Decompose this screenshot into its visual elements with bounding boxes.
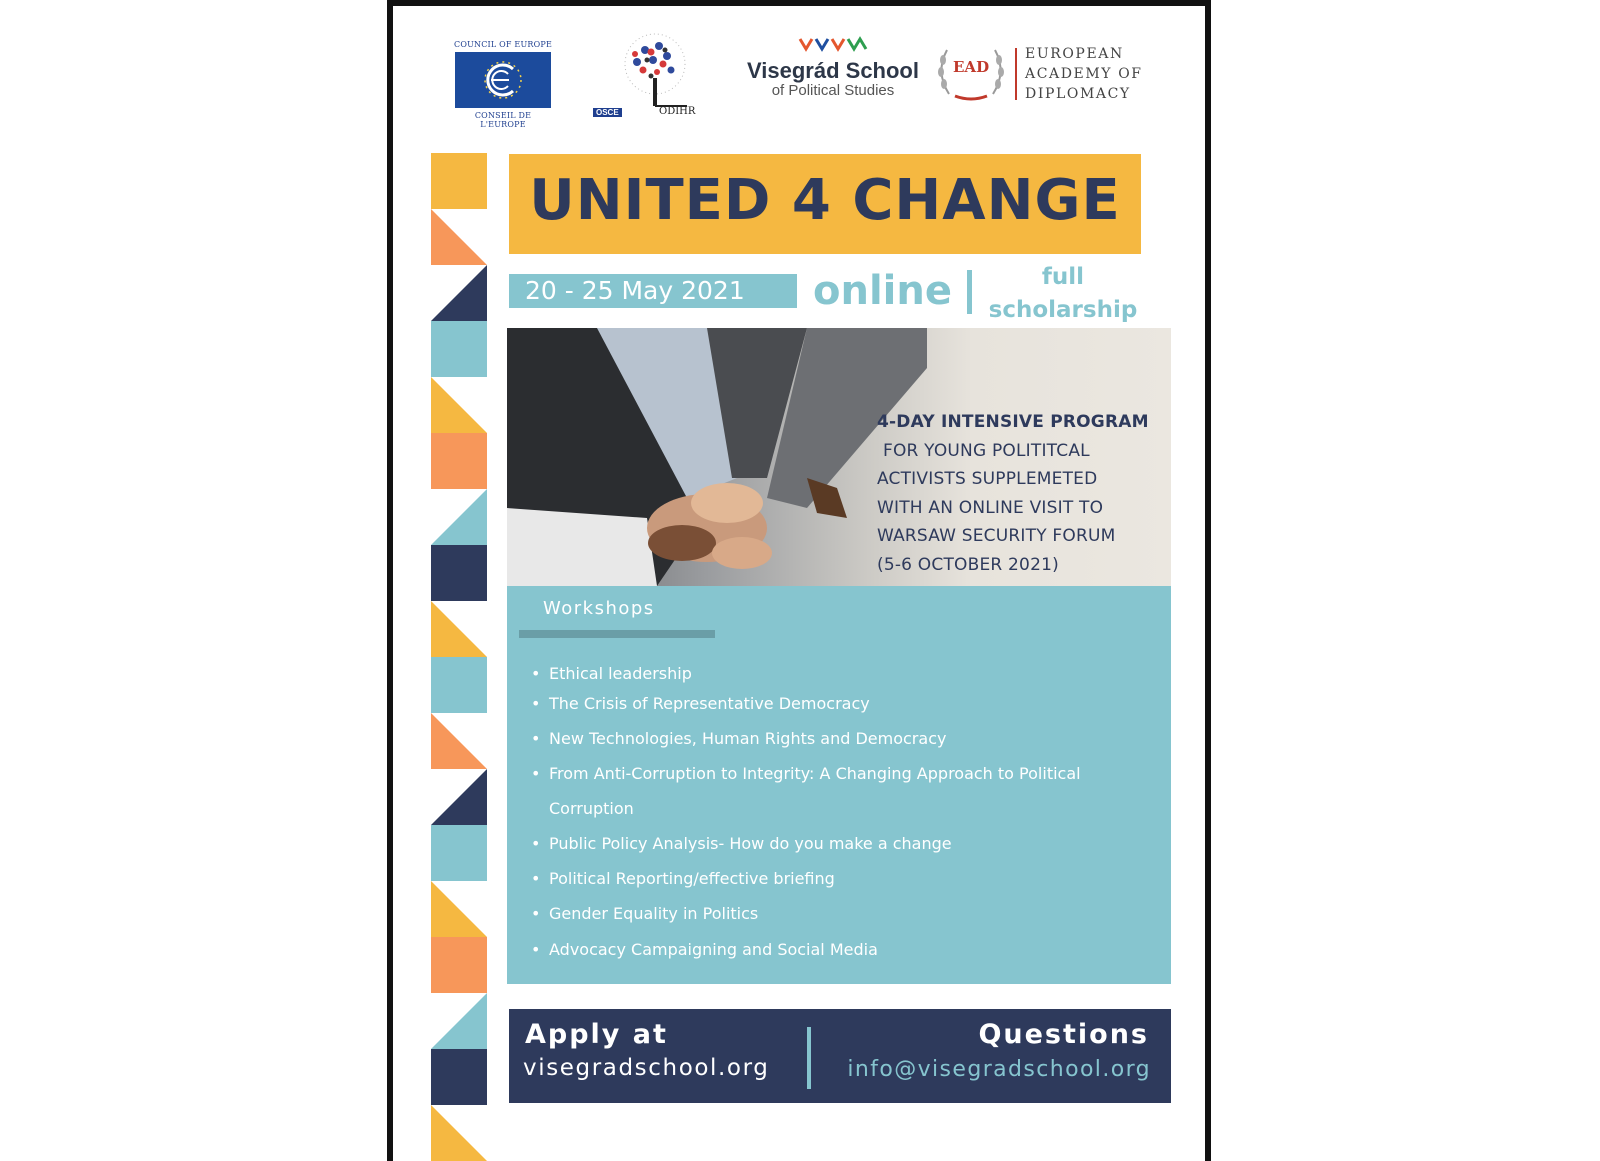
coe-logo-bottom-text: CONSEIL DE L'EUROPE	[474, 111, 532, 129]
hands-illustration	[507, 328, 927, 586]
ead-name-line3: DIPLOMACY	[1025, 86, 1131, 102]
program-description	[877, 408, 1167, 579]
odihr-logo	[593, 30, 711, 126]
program-line2: FOR YOUNG POLITITCAL	[883, 440, 1090, 461]
tree-icon	[607, 30, 703, 110]
poster	[387, 0, 1211, 1161]
visegrad-school-subtitle: of Political Studies	[771, 82, 895, 99]
workshops-panel	[507, 586, 1171, 984]
coe-emblem-icon	[455, 52, 551, 108]
program-lead: 4-DAY INTENSIVE PROGRAM	[877, 412, 1149, 432]
osce-label: OSCE	[593, 108, 622, 117]
scholarship-line2: scholarship	[988, 297, 1138, 323]
odihr-label: ODIHR	[659, 106, 696, 117]
program-line3: ACTIVISTS SUPPLEMETED	[877, 469, 1098, 489]
event-dates: 20 - 25 May 2021	[525, 276, 745, 305]
workshop-item: • Advocacy Campaigning and Social Media	[531, 932, 1151, 967]
ead-name-line1: EUROPEAN	[1025, 46, 1124, 62]
ead-name-line2: ACADEMY OF	[1025, 66, 1143, 82]
workshop-item: • From Anti-Corruption to Integrity: A Changing Approach to Political Corruption	[531, 756, 1151, 826]
footer-divider	[807, 1027, 811, 1089]
scholarship-line1: full	[1041, 264, 1085, 290]
workshop-item: • Public Policy Analysis- How do you make a change	[531, 826, 1151, 861]
hands-together-photo	[507, 328, 1171, 586]
contact-footer	[509, 1009, 1171, 1103]
event-format: online	[813, 268, 952, 314]
ead-logo	[931, 42, 1161, 112]
visegrad-school-logo	[738, 36, 928, 99]
coe-logo-top-text: COUNCIL OF EUROPE	[454, 40, 552, 49]
workshops-heading: Workshops	[543, 598, 655, 619]
workshop-item: • Gender Equality in Politics	[531, 896, 1151, 931]
workshop-item: • Political Reporting/effective briefing	[531, 861, 1151, 896]
title-banner	[509, 154, 1141, 254]
questions-label: Questions	[978, 1019, 1149, 1050]
council-of-europe-logo	[453, 40, 553, 129]
visegrad-school-title: Visegrád School	[747, 58, 919, 83]
workshops-underline	[519, 630, 715, 638]
zigzag-icon	[798, 36, 868, 52]
workshop-item: • Ethical leadership	[531, 656, 1151, 691]
apply-link[interactable]: visegradschool.org	[523, 1055, 770, 1081]
workshop-item: • The Crisis of Representative Democracy	[531, 686, 1151, 721]
program-line5: WARSAW SECURITY FORUM	[877, 526, 1116, 546]
questions-email-link[interactable]: info@visegradschool.org	[847, 1057, 1151, 1082]
format-divider	[967, 270, 972, 314]
program-line4: WITH AN ONLINE VISIT TO	[877, 497, 1104, 518]
poster-title: UNITED 4 CHANGE	[529, 168, 1121, 233]
scholarship-label	[983, 261, 1143, 327]
ead-abbr: EAD	[953, 58, 990, 76]
program-line6: (5-6 OCTOBER 2021)	[877, 554, 1059, 575]
date-bar	[509, 274, 797, 308]
ead-divider	[1015, 48, 1017, 100]
apply-label: Apply at	[525, 1019, 668, 1050]
decorative-strip	[431, 153, 487, 1161]
ead-name	[1025, 44, 1143, 104]
workshop-item: • New Technologies, Human Rights and Democracy	[531, 721, 1151, 756]
